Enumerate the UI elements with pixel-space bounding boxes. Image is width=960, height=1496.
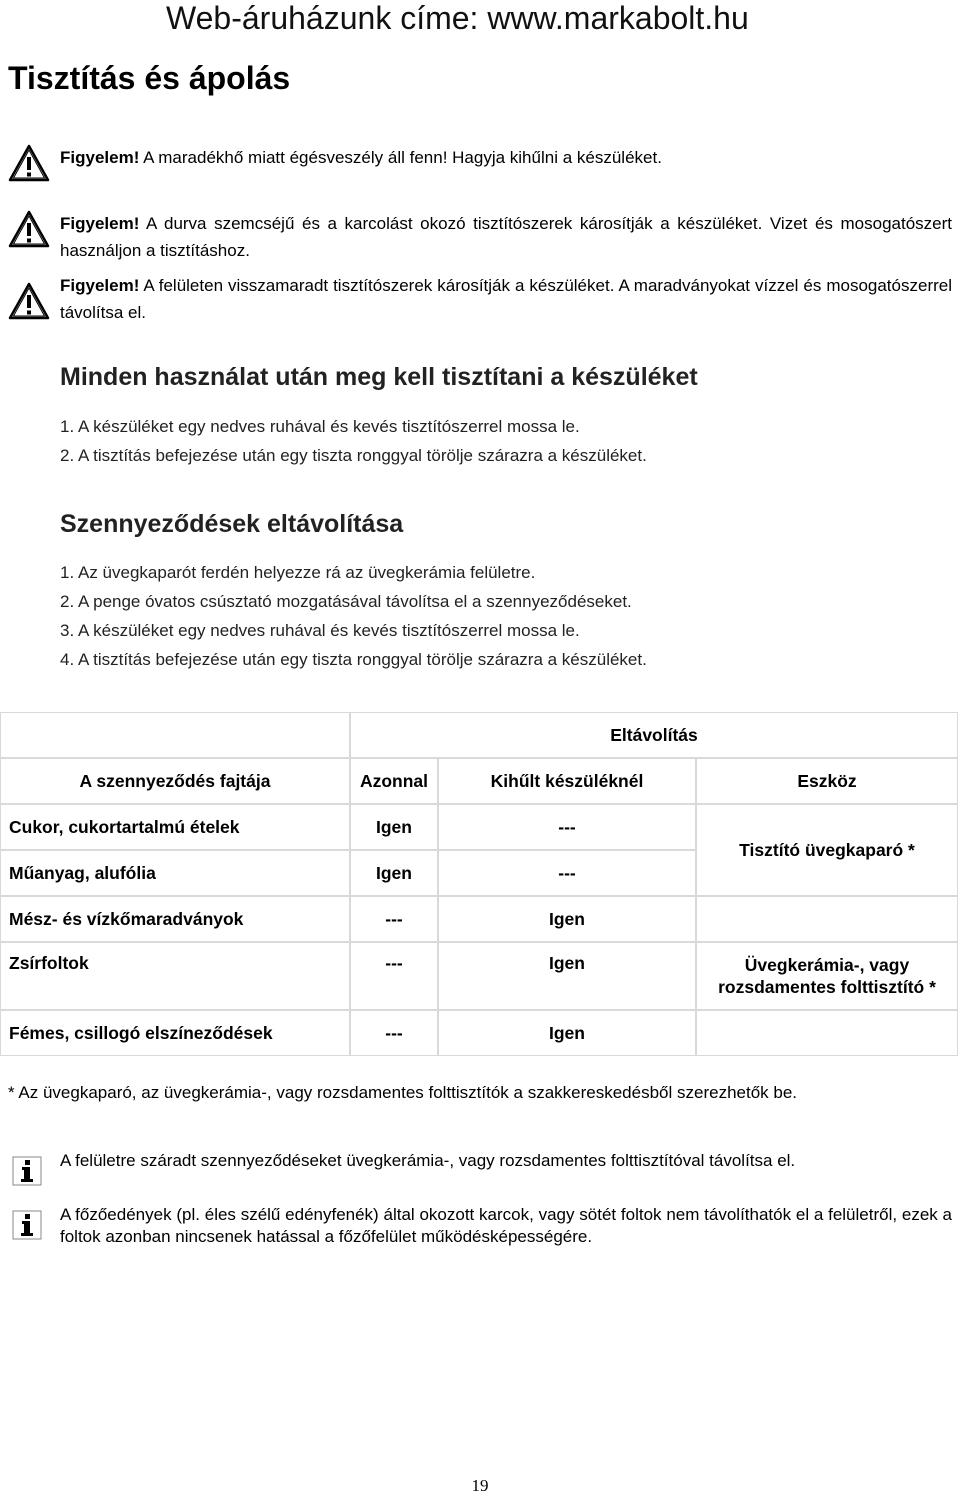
list-item bbox=[60, 412, 940, 441]
info-text: A felületre száradt szennyeződéseket üvegkerámia-, vagy rozsdamentes folttisztítóval távolítsa el. bbox=[60, 1151, 796, 1170]
warning-triangle-icon bbox=[8, 144, 50, 182]
cell-type: Mész- és vízkőmaradványok bbox=[0, 896, 350, 942]
step-text: A tisztítás befejezése után egy tiszta ronggyal törölje szárazra a készüléket. bbox=[77, 446, 647, 465]
table-row bbox=[0, 1010, 958, 1056]
column-header: Eszköz bbox=[696, 758, 958, 804]
warning-message: A durva szemcséjű és a karcolást okozó tisztítószerek károsítják a készüléket. Vizet és mosogatószert használjon a tisztításhoz. bbox=[60, 214, 952, 260]
list-item bbox=[60, 441, 940, 470]
page-number: 19 bbox=[471, 1476, 489, 1495]
warning-label: Figyelem! bbox=[60, 276, 140, 295]
site-address: Web-áruházunk címe: www.markabolt.hu bbox=[166, 0, 749, 36]
step-number: 2. bbox=[60, 592, 75, 611]
cleaning-table bbox=[0, 712, 958, 1056]
cell-cooled: Igen bbox=[438, 896, 696, 942]
table-row bbox=[0, 896, 958, 942]
table-cell-empty bbox=[0, 712, 350, 758]
cell-type: Cukor, cukortartalmú ételek bbox=[0, 804, 350, 850]
cell-cooled: Igen bbox=[438, 1010, 696, 1056]
warning-triangle-icon bbox=[8, 282, 50, 320]
step-text: A készüléket egy nedves ruhával és kevés tisztítószerrel mossa le. bbox=[77, 417, 580, 436]
group-header: Eltávolítás bbox=[350, 712, 958, 758]
cell-now: Igen bbox=[350, 804, 438, 850]
cell-type: Műanyag, alufólia bbox=[0, 850, 350, 896]
info-text: A főzőedények (pl. éles szélű edényfenék) által okozott karcok, vagy sötét foltok nem távolíthatók el a felületről, ezek a foltok azonban nincsenek hatással a főzőfelület működésképességére. bbox=[60, 1205, 952, 1246]
column-header: Azonnal bbox=[350, 758, 438, 804]
cell-now: --- bbox=[350, 896, 438, 942]
cell-type: Fémes, csillogó elszíneződések bbox=[0, 1010, 350, 1056]
table-header-row bbox=[0, 758, 958, 804]
step-text: A penge óvatos csúsztató mozgatásával távolítsa el a szennyeződéseket. bbox=[77, 592, 632, 611]
cell-now: --- bbox=[350, 1010, 438, 1056]
column-header: Kihűlt készüléknél bbox=[438, 758, 696, 804]
step-list bbox=[60, 412, 940, 470]
step-list bbox=[60, 558, 940, 674]
cell-type: Zsírfoltok bbox=[0, 942, 350, 1010]
cell-now: Igen bbox=[350, 850, 438, 896]
warning-label: Figyelem! bbox=[60, 148, 140, 167]
list-item bbox=[60, 558, 940, 587]
cell-tool: Tisztító üvegkaparó * bbox=[696, 804, 958, 896]
step-number: 1. bbox=[60, 563, 75, 582]
info-icon bbox=[12, 1210, 42, 1240]
warning-text bbox=[60, 272, 952, 326]
step-text: A tisztítás befejezése után egy tiszta ronggyal törölje szárazra a készüléket. bbox=[77, 650, 647, 669]
cell-now: --- bbox=[350, 942, 438, 1010]
cell-tool-empty bbox=[696, 1010, 958, 1056]
step-number: 4. bbox=[60, 650, 75, 669]
table-row bbox=[0, 804, 958, 850]
step-number: 2. bbox=[60, 446, 75, 465]
step-text: A készüléket egy nedves ruhával és kevés tisztítószerrel mossa le. bbox=[77, 621, 580, 640]
info-icon bbox=[12, 1156, 42, 1186]
column-header: A szennyeződés fajtája bbox=[0, 758, 350, 804]
step-text: Az üvegkaparót ferdén helyezze rá az üvegkerámia felületre. bbox=[77, 563, 536, 582]
cell-cooled: Igen bbox=[438, 942, 696, 1010]
warning-triangle-icon bbox=[8, 210, 50, 248]
footnote: * Az üvegkaparó, az üvegkerámia-, vagy rozsdamentes folttisztítók a szakkereskedésből szerezhetők be. bbox=[8, 1083, 798, 1102]
list-item bbox=[60, 645, 940, 674]
step-number: 1. bbox=[60, 417, 75, 436]
warning-label: Figyelem! bbox=[60, 214, 140, 233]
warning-text bbox=[60, 144, 952, 171]
step-number: 3. bbox=[60, 621, 75, 640]
warning-message: A maradékhő miatt égésveszély áll fenn! Hagyja kihűlni a készüléket. bbox=[139, 148, 662, 167]
table-header-row bbox=[0, 712, 958, 758]
cell-tool: Üvegkerámia-, vagy rozsdamentes folttisztító * bbox=[696, 942, 958, 1010]
section-heading: Minden használat után meg kell tisztítani a készüléket bbox=[60, 363, 698, 391]
warning-text bbox=[60, 210, 952, 264]
section-heading: Szennyeződések eltávolítása bbox=[60, 510, 404, 538]
cell-tool-empty bbox=[696, 896, 958, 942]
cell-cooled: --- bbox=[438, 804, 696, 850]
page-title: Tisztítás és ápolás bbox=[8, 60, 291, 96]
table-row bbox=[0, 942, 958, 1010]
list-item bbox=[60, 616, 940, 645]
warning-message: A felületen visszamaradt tisztítószerek károsítják a készüléket. A maradványokat vízzel és mosogatószerrel távolítsa el. bbox=[60, 276, 952, 322]
list-item bbox=[60, 587, 940, 616]
cell-cooled: --- bbox=[438, 850, 696, 896]
